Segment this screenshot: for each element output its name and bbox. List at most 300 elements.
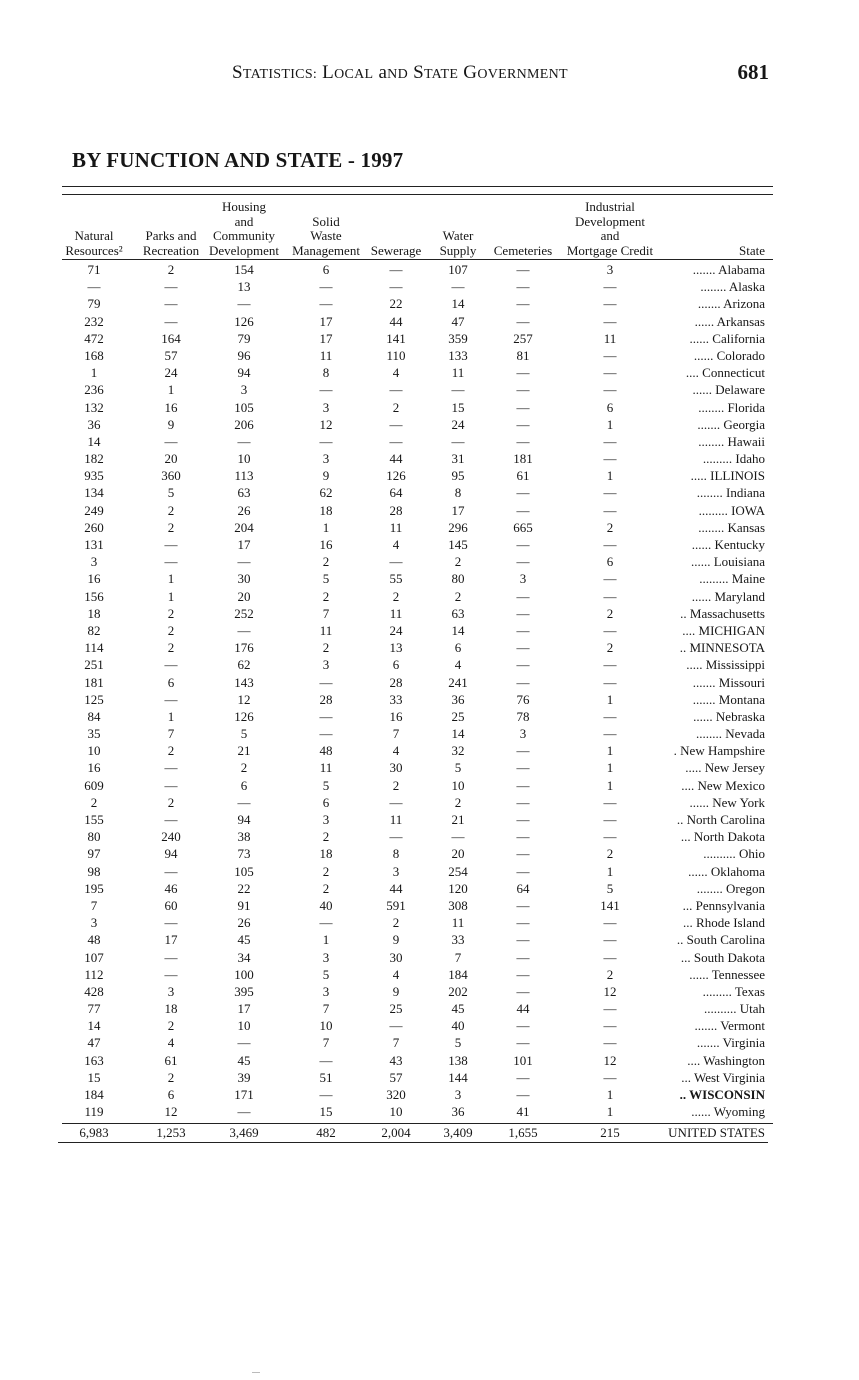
table-row xyxy=(62,364,773,381)
value-cell: — xyxy=(516,399,530,415)
value-cell: 5 xyxy=(454,760,462,776)
table-row xyxy=(62,381,773,398)
value-cell: 240 xyxy=(161,829,181,845)
value-cell: 4 xyxy=(167,1035,175,1051)
value-cell: 47 xyxy=(87,1035,101,1051)
value-cell: 3 xyxy=(322,983,330,999)
value-cell: 17 xyxy=(164,932,178,948)
value-cell: — xyxy=(603,915,617,931)
value-cell: — xyxy=(389,554,403,570)
value-cell: 2 xyxy=(454,588,462,604)
value-cell: 3 xyxy=(322,949,330,965)
value-cell: 1 xyxy=(606,743,614,759)
value-cell: — xyxy=(516,949,530,965)
value-cell: 296 xyxy=(448,519,468,535)
column-header xyxy=(488,244,558,259)
value-cell: 2 xyxy=(167,605,175,621)
value-cell: — xyxy=(164,966,178,982)
value-cell: 5 xyxy=(240,726,248,742)
table-body xyxy=(62,261,773,1120)
value-cell: 5 xyxy=(167,485,175,501)
table-row xyxy=(62,588,773,605)
value-cell: 308 xyxy=(448,897,468,913)
state-name-cell: ...... Colorado xyxy=(693,347,765,363)
value-cell: 45 xyxy=(451,1001,465,1017)
value-cell: — xyxy=(516,537,530,552)
value-cell: 101 xyxy=(513,1052,533,1068)
value-cell: 35 xyxy=(87,726,101,742)
value-cell: 105 xyxy=(234,399,254,415)
value-cell: — xyxy=(603,502,617,518)
value-cell: 3 xyxy=(606,262,614,277)
value-cell: 6 xyxy=(392,657,400,673)
value-cell: 144 xyxy=(448,1069,468,1085)
table-row xyxy=(62,914,773,931)
value-cell: 134 xyxy=(84,485,104,501)
state-name-cell: ........ Kansas xyxy=(698,519,765,535)
table-row xyxy=(62,1103,773,1120)
value-cell: 18 xyxy=(319,502,333,518)
value-cell: 2 xyxy=(167,640,175,656)
value-cell: 46 xyxy=(164,880,178,896)
value-cell: — xyxy=(516,983,530,999)
value-cell: 16 xyxy=(319,537,333,552)
value-cell: 38 xyxy=(237,829,251,845)
value-cell: — xyxy=(516,829,530,845)
value-cell: 8 xyxy=(454,485,462,501)
state-name-cell: ...... California xyxy=(689,330,765,346)
value-cell: 2 xyxy=(454,794,462,810)
value-cell: 3 xyxy=(240,382,248,398)
value-cell: — xyxy=(389,416,403,432)
value-cell: 31 xyxy=(451,451,465,467)
value-cell: 24 xyxy=(164,365,178,381)
value-cell: — xyxy=(164,554,178,570)
value-cell: 6 xyxy=(322,262,330,277)
value-cell: — xyxy=(516,1018,530,1034)
state-name-cell: .... Connecticut xyxy=(685,365,765,381)
value-cell: 32 xyxy=(451,743,465,759)
value-cell: 4 xyxy=(392,537,400,552)
value-cell: 34 xyxy=(237,949,251,965)
value-cell: 16 xyxy=(164,399,178,415)
page-mark xyxy=(252,1372,260,1373)
value-cell: 6 xyxy=(240,777,248,793)
column-header xyxy=(203,200,285,258)
value-cell: 51 xyxy=(319,1069,333,1085)
value-cell: 1 xyxy=(606,1087,614,1102)
value-cell: 45 xyxy=(237,1052,251,1068)
value-cell: 84 xyxy=(87,708,101,724)
value-cell: — xyxy=(164,812,178,827)
value-cell: 63 xyxy=(237,485,251,501)
column-header-line: and xyxy=(600,228,620,243)
table-row xyxy=(62,1000,773,1017)
value-cell: 935 xyxy=(84,468,104,484)
value-cell: 25 xyxy=(389,1001,403,1017)
value-cell: 254 xyxy=(448,863,468,879)
total-cell: 482 xyxy=(316,1125,336,1141)
value-cell: 204 xyxy=(234,519,254,535)
state-name-cell: ....... Alabama xyxy=(692,262,765,277)
value-cell: — xyxy=(516,657,530,673)
total-cell: 3,469 xyxy=(229,1125,259,1141)
value-cell: 2 xyxy=(322,829,330,845)
value-cell: 6 xyxy=(167,1087,175,1102)
value-cell: 10 xyxy=(451,777,465,793)
value-cell: — xyxy=(516,863,530,879)
value-cell: 260 xyxy=(84,519,104,535)
state-name-cell: .. WISCONSIN xyxy=(679,1087,765,1102)
table-row xyxy=(62,553,773,570)
value-cell: 2 xyxy=(606,846,614,862)
value-cell: 7 xyxy=(322,1035,330,1051)
state-name-cell: ......... Texas xyxy=(702,983,765,999)
value-cell: 2 xyxy=(392,588,400,604)
top-rule-inner xyxy=(62,194,773,195)
value-cell: 79 xyxy=(237,330,251,346)
value-cell: 2 xyxy=(392,915,400,931)
value-cell: — xyxy=(451,279,465,295)
value-cell: 57 xyxy=(164,347,178,363)
value-cell: 120 xyxy=(448,880,468,896)
value-cell: 119 xyxy=(84,1104,104,1120)
value-cell: 55 xyxy=(389,571,403,587)
value-cell: 1 xyxy=(322,519,330,535)
value-cell: 79 xyxy=(87,296,101,312)
table-row xyxy=(62,983,773,1000)
value-cell: 359 xyxy=(448,330,468,346)
value-cell: 609 xyxy=(84,777,104,793)
value-cell: — xyxy=(516,640,530,656)
value-cell: 94 xyxy=(237,812,251,827)
value-cell: 2 xyxy=(392,399,400,415)
value-cell: — xyxy=(319,433,333,449)
value-cell: 11 xyxy=(603,330,617,346)
table-row xyxy=(62,759,773,776)
value-cell: 28 xyxy=(389,502,403,518)
value-cell: 3 xyxy=(322,657,330,673)
value-cell: 14 xyxy=(451,296,465,312)
value-cell: 2 xyxy=(606,519,614,535)
value-cell: 17 xyxy=(237,1001,251,1017)
column-header-line: Solid xyxy=(312,213,340,229)
value-cell: 3 xyxy=(519,571,527,587)
value-cell: — xyxy=(516,1035,530,1051)
value-cell: 428 xyxy=(84,983,104,999)
value-cell: 12 xyxy=(319,416,333,432)
value-cell: 1 xyxy=(167,571,175,587)
page-number: 681 xyxy=(737,60,769,84)
data-table xyxy=(62,196,773,1143)
value-cell: 26 xyxy=(237,915,251,931)
state-name-cell: . New Hampshire xyxy=(673,743,765,759)
value-cell: 2 xyxy=(167,1069,175,1085)
state-name-cell: .......... Ohio xyxy=(703,846,765,862)
value-cell: 81 xyxy=(516,347,530,363)
value-cell: 2 xyxy=(392,777,400,793)
value-cell: 12 xyxy=(603,983,617,999)
value-cell: 9 xyxy=(322,468,330,484)
value-cell: — xyxy=(603,829,617,845)
value-cell: — xyxy=(516,622,530,638)
table-row xyxy=(62,1086,773,1103)
value-cell: 98 xyxy=(87,863,101,879)
value-cell: 252 xyxy=(234,605,254,621)
value-cell: 4 xyxy=(392,365,400,381)
value-cell: 9 xyxy=(392,932,400,948)
column-header-line: and xyxy=(234,213,254,229)
value-cell: 26 xyxy=(237,502,251,518)
value-cell: 114 xyxy=(84,640,104,656)
value-cell: 60 xyxy=(164,897,178,913)
value-cell: — xyxy=(516,416,530,432)
value-cell: 20 xyxy=(237,588,251,604)
column-header-line: Supply xyxy=(439,242,477,258)
total-cell: 6,983 xyxy=(79,1125,109,1141)
value-cell: 80 xyxy=(87,829,101,845)
state-name-cell: ..... ILLINOIS xyxy=(690,468,765,484)
state-name-cell: .. Massachusetts xyxy=(680,605,765,621)
value-cell: 16 xyxy=(389,708,403,724)
value-cell: — xyxy=(516,743,530,759)
value-cell: 143 xyxy=(234,674,254,690)
value-cell: 472 xyxy=(84,330,104,346)
value-cell: — xyxy=(164,949,178,965)
value-cell: 30 xyxy=(237,571,251,587)
value-cell: 6 xyxy=(606,399,614,415)
value-cell: — xyxy=(516,605,530,621)
state-name-cell: ... North Dakota xyxy=(680,829,765,845)
value-cell: 22 xyxy=(389,296,403,312)
value-cell: 145 xyxy=(448,537,468,552)
value-cell: 12 xyxy=(603,1052,617,1068)
value-cell: 107 xyxy=(448,262,468,277)
value-cell: 18 xyxy=(164,1001,178,1017)
table-row xyxy=(62,794,773,811)
state-name-cell: ........ Oregon xyxy=(696,880,765,896)
value-cell: — xyxy=(603,571,617,587)
total-cell: 1,253 xyxy=(156,1125,186,1141)
value-cell: 63 xyxy=(451,605,465,621)
value-cell: 5 xyxy=(606,880,614,896)
value-cell: — xyxy=(516,382,530,398)
value-cell: 17 xyxy=(319,313,333,329)
value-cell: — xyxy=(389,829,403,845)
value-cell: 164 xyxy=(161,330,181,346)
value-cell: — xyxy=(164,863,178,879)
value-cell: — xyxy=(319,279,333,295)
value-cell: 11 xyxy=(389,812,403,827)
table-row xyxy=(62,416,773,433)
state-name-cell: ...... Louisiana xyxy=(690,554,765,570)
column-header-line: Mortgage Credit xyxy=(566,242,654,258)
total-row xyxy=(62,1124,773,1142)
table-row xyxy=(62,295,773,312)
value-cell: 182 xyxy=(84,451,104,467)
value-cell: 171 xyxy=(234,1087,254,1102)
column-header-line: Resources² xyxy=(65,242,123,258)
value-cell: 249 xyxy=(84,502,104,518)
value-cell: 12 xyxy=(237,691,251,707)
value-cell: 2 xyxy=(167,262,175,277)
value-cell: 64 xyxy=(516,880,530,896)
value-cell: 25 xyxy=(451,708,465,724)
state-name-cell: ...... Oklahoma xyxy=(688,863,765,879)
table-row xyxy=(62,519,773,536)
value-cell: 202 xyxy=(448,983,468,999)
value-cell: 2 xyxy=(322,880,330,896)
value-cell: 7 xyxy=(167,726,175,742)
total-cell: 2,004 xyxy=(381,1125,411,1141)
value-cell: — xyxy=(603,451,617,467)
value-cell: 132 xyxy=(84,399,104,415)
value-cell: — xyxy=(516,365,530,381)
value-cell: 131 xyxy=(84,537,104,552)
column-header-line: Cemeteries xyxy=(493,242,553,258)
value-cell: — xyxy=(389,433,403,449)
value-cell: 7 xyxy=(392,1035,400,1051)
value-cell: 126 xyxy=(234,313,254,329)
value-cell: — xyxy=(451,382,465,398)
value-cell: 1 xyxy=(606,468,614,484)
value-cell: — xyxy=(603,794,617,810)
value-cell: — xyxy=(319,915,333,931)
table-row xyxy=(62,347,773,364)
value-cell: 73 xyxy=(237,846,251,862)
value-cell: 82 xyxy=(87,622,101,638)
value-cell: 40 xyxy=(319,897,333,913)
table-row xyxy=(62,1017,773,1034)
value-cell: 125 xyxy=(84,691,104,707)
value-cell: — xyxy=(516,262,530,277)
column-header-line: Development xyxy=(574,213,646,229)
value-cell: 395 xyxy=(234,983,254,999)
value-cell: 11 xyxy=(319,347,333,363)
value-cell: — xyxy=(319,296,333,312)
table-row xyxy=(62,691,773,708)
value-cell: — xyxy=(164,537,178,552)
table-row xyxy=(62,433,773,450)
value-cell: — xyxy=(164,296,178,312)
value-cell: 11 xyxy=(319,760,333,776)
value-cell: — xyxy=(319,726,333,742)
table-row xyxy=(62,605,773,622)
column-header xyxy=(286,215,366,259)
value-cell: 7 xyxy=(392,726,400,742)
value-cell: — xyxy=(603,1069,617,1085)
table-row xyxy=(62,450,773,467)
value-cell: 105 xyxy=(234,863,254,879)
state-name-cell: .... Washington xyxy=(687,1052,765,1068)
value-cell: 1 xyxy=(322,932,330,948)
value-cell: 2 xyxy=(606,640,614,656)
value-cell: 2 xyxy=(167,502,175,518)
table-row xyxy=(62,1034,773,1051)
value-cell: 71 xyxy=(87,262,101,277)
table-row xyxy=(62,708,773,725)
value-cell: 33 xyxy=(389,691,403,707)
value-cell: — xyxy=(603,657,617,673)
column-header xyxy=(138,229,204,258)
value-cell: 2 xyxy=(167,794,175,810)
value-cell: 1 xyxy=(606,1104,614,1120)
table-header xyxy=(62,196,773,259)
value-cell: 30 xyxy=(389,760,403,776)
value-cell: 14 xyxy=(451,622,465,638)
value-cell: 141 xyxy=(386,330,406,346)
value-cell: 4 xyxy=(454,657,462,673)
value-cell: 8 xyxy=(322,365,330,381)
value-cell: 2 xyxy=(322,588,330,604)
value-cell: — xyxy=(603,812,617,827)
table-row xyxy=(62,880,773,897)
value-cell: — xyxy=(516,485,530,501)
value-cell: 3 xyxy=(454,1087,462,1102)
value-cell: 112 xyxy=(84,966,104,982)
value-cell: 80 xyxy=(451,571,465,587)
value-cell: 591 xyxy=(386,897,406,913)
value-cell: 15 xyxy=(451,399,465,415)
state-name-cell: ... South Dakota xyxy=(680,949,765,965)
value-cell: 9 xyxy=(167,416,175,432)
value-cell: 3 xyxy=(167,983,175,999)
value-cell: — xyxy=(603,674,617,690)
value-cell: 3 xyxy=(322,812,330,827)
table-row xyxy=(62,931,773,948)
value-cell: 10 xyxy=(389,1104,403,1120)
value-cell: — xyxy=(603,365,617,381)
value-cell: 11 xyxy=(319,622,333,638)
table-row xyxy=(62,622,773,639)
value-cell: 176 xyxy=(234,640,254,656)
value-cell: 94 xyxy=(237,365,251,381)
value-cell: 155 xyxy=(84,812,104,827)
value-cell: — xyxy=(603,1001,617,1017)
table-row xyxy=(62,777,773,794)
value-cell: 10 xyxy=(237,451,251,467)
value-cell: — xyxy=(237,1035,251,1051)
state-name-cell: ... Rhode Island xyxy=(683,915,765,931)
value-cell: — xyxy=(237,622,251,638)
value-cell: 13 xyxy=(389,640,403,656)
value-cell: 3 xyxy=(322,451,330,467)
value-cell: 2 xyxy=(606,605,614,621)
value-cell: 126 xyxy=(386,468,406,484)
value-cell: 5 xyxy=(454,1035,462,1051)
value-cell: — xyxy=(87,279,101,295)
value-cell: — xyxy=(164,691,178,707)
value-cell: 2 xyxy=(167,519,175,535)
value-cell: 181 xyxy=(513,451,533,467)
table-row xyxy=(62,897,773,914)
value-cell: 21 xyxy=(451,812,465,827)
value-cell: 94 xyxy=(164,846,178,862)
column-header-line: Development xyxy=(208,242,280,258)
table-row xyxy=(62,966,773,983)
value-cell: 6 xyxy=(454,640,462,656)
table-row xyxy=(62,536,773,553)
section-title: BY FUNCTION AND STATE - 1997 xyxy=(72,148,404,172)
value-cell: 154 xyxy=(234,262,254,277)
value-cell: — xyxy=(603,382,617,398)
value-cell: 15 xyxy=(87,1069,101,1085)
value-cell: 28 xyxy=(319,691,333,707)
value-cell: 3 xyxy=(90,915,98,931)
value-cell: 2 xyxy=(322,640,330,656)
value-cell: 665 xyxy=(513,519,533,535)
column-header-line: Management xyxy=(292,242,360,258)
